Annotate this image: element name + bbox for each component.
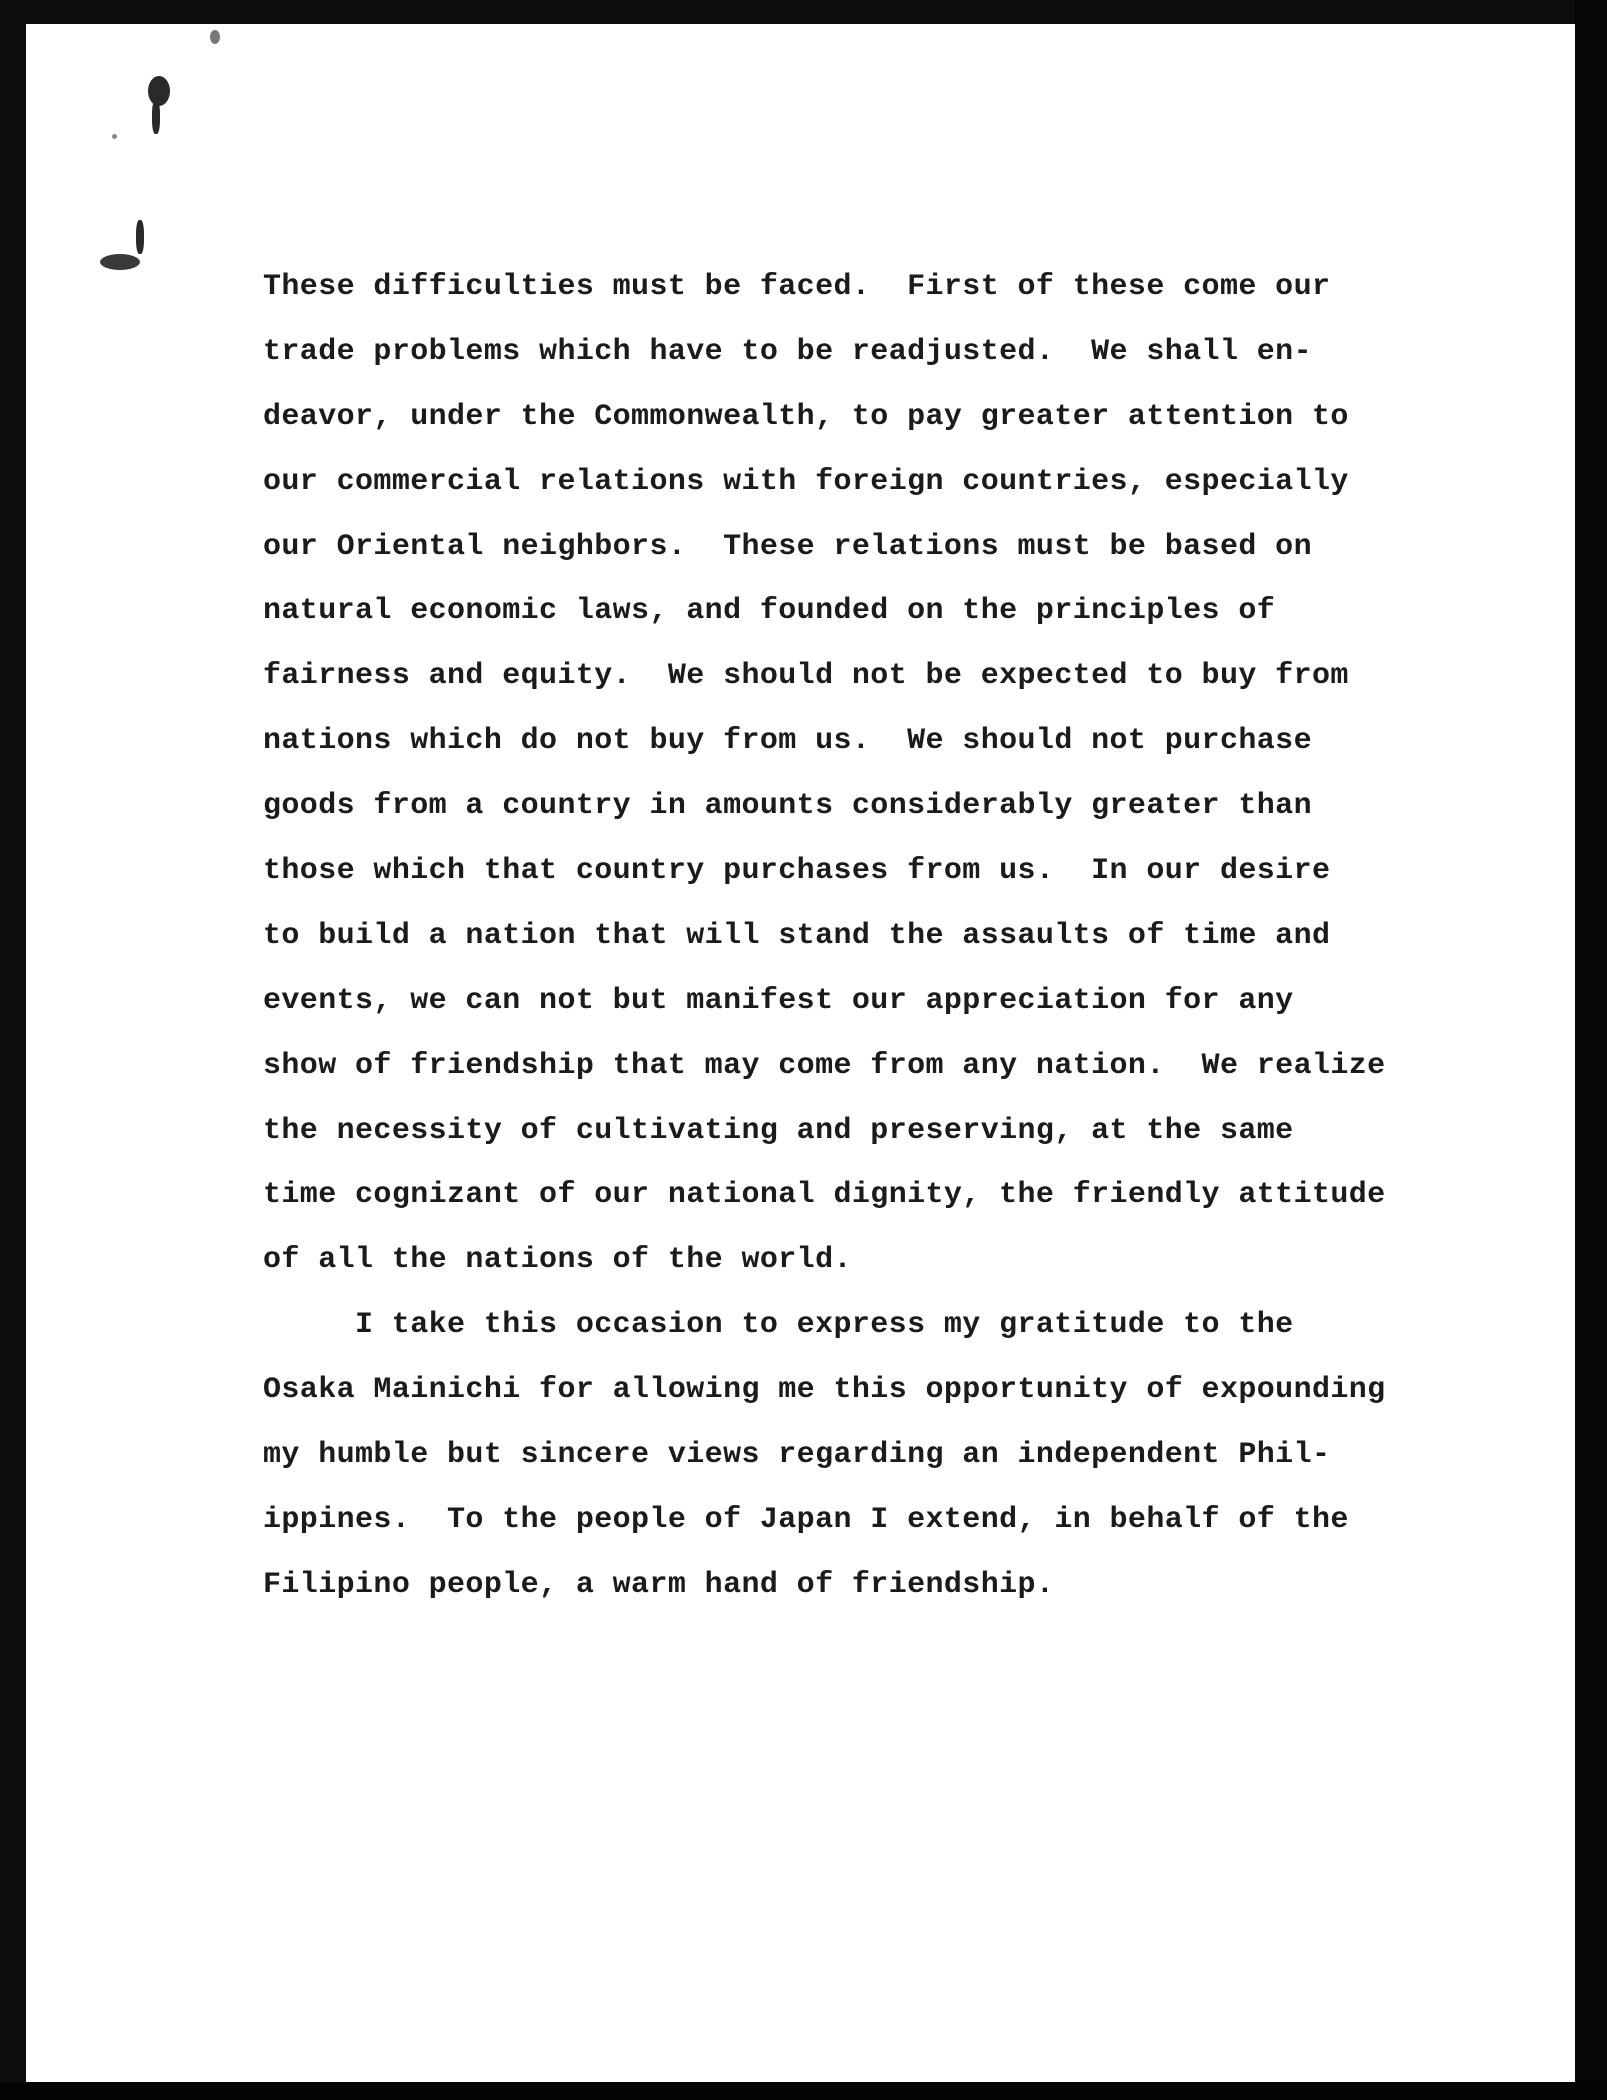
text-line: trade problems which have to be readjusted. We shall en- <box>263 334 1312 369</box>
ink-blot-top <box>148 76 170 106</box>
text-line: nations which do not buy from us. We should not purchase <box>263 724 1312 759</box>
text-line: to build a nation that will stand the assaults of time and <box>263 918 1331 953</box>
text-line: Filipino people, a warm hand of friendship. <box>263 1567 1055 1602</box>
text-line: those which that country purchases from us. In our desire <box>263 854 1331 889</box>
text-line: my humble but sincere views regarding an independent Phil- <box>263 1438 1331 1473</box>
text-line: Osaka Mainichi for allowing me this opportunity of expounding <box>263 1373 1386 1408</box>
text-line: natural economic laws, and founded on the principles of <box>263 594 1276 629</box>
text-line: I take this occasion to express my gratitude to the <box>355 1308 1294 1343</box>
text-line: time cognizant of our national dignity, the friendly attitude <box>263 1178 1386 1213</box>
text-line: our commercial relations with foreign countries, especially <box>263 464 1349 499</box>
text-line: show of friendship that may come from any nation. We realize <box>263 1048 1386 1083</box>
ink-speck <box>112 134 117 139</box>
text-line: ippines. To the people of Japan I extend, in behalf of the <box>263 1502 1349 1537</box>
text-line: deavor, under the Commonwealth, to pay greater attention to <box>263 399 1349 434</box>
ink-blot-smudge <box>100 254 140 270</box>
text-line: goods from a country in amounts considerably greater than <box>263 789 1312 824</box>
paragraph-2 <box>263 1293 1503 1617</box>
scan-edge-right <box>1575 0 1607 2100</box>
text-line: the necessity of cultivating and preserving, at the same <box>263 1113 1294 1148</box>
text-line: These difficulties must be faced. First of these come our <box>263 270 1331 304</box>
ink-blot-hook <box>136 220 144 254</box>
scan-edge-bottom <box>0 2082 1607 2100</box>
text-line: of all the nations of the world. <box>263 1243 852 1278</box>
text-line: our Oriental neighbors. These relations must be based on <box>263 529 1312 564</box>
ink-speck-top <box>210 30 220 44</box>
text-line: events, we can not but manifest our appreciation for any <box>263 983 1294 1018</box>
paragraph-1 <box>263 255 1503 1293</box>
text-line: fairness and equity. We should not be expected to buy from <box>263 659 1349 694</box>
document-body <box>263 255 1503 1618</box>
ink-blot-stem <box>152 100 160 134</box>
